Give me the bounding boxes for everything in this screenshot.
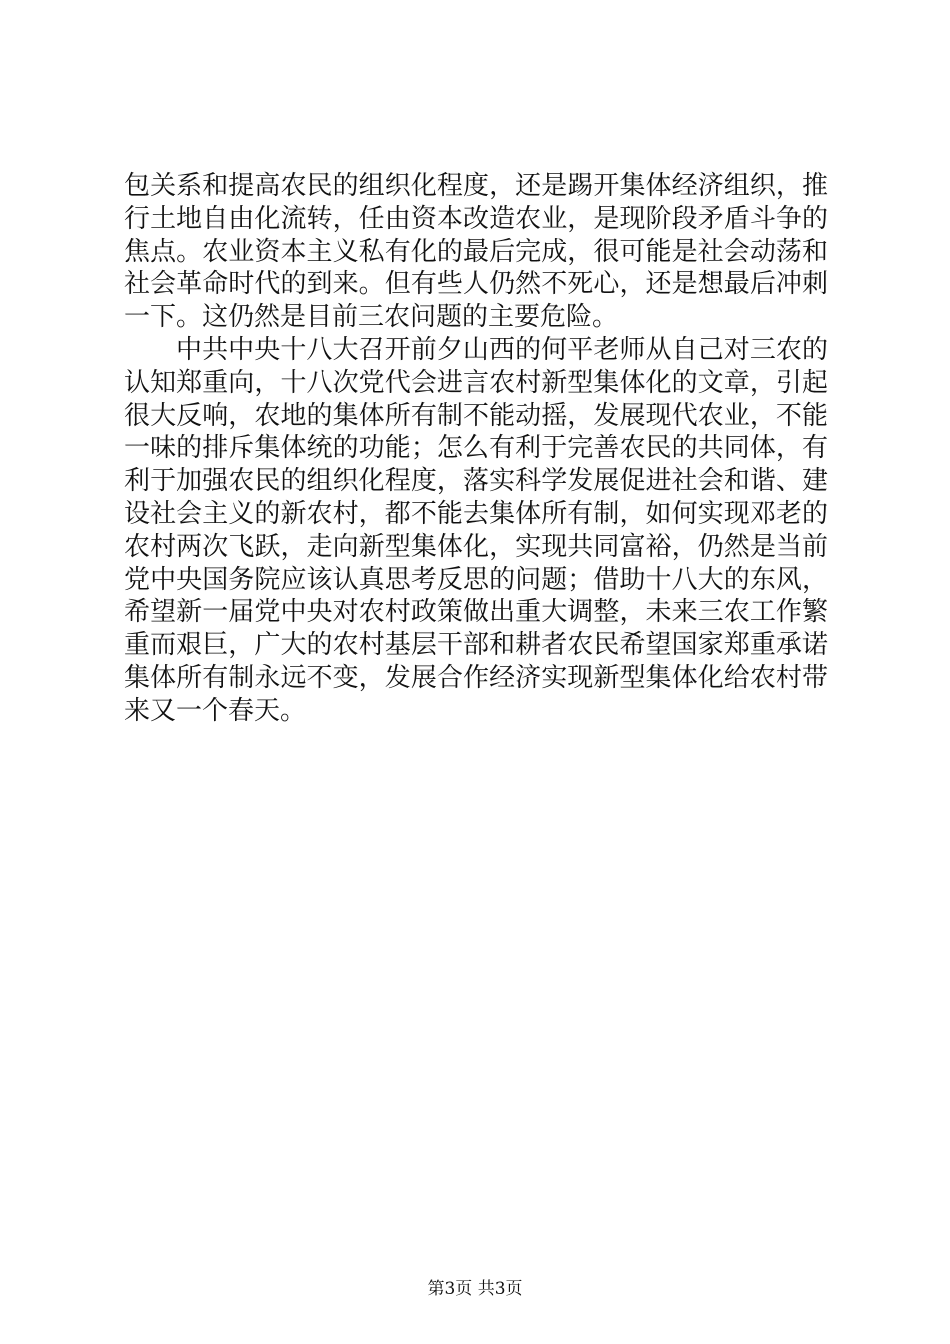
page-footer: 第3页 共3页 [427, 1279, 523, 1299]
paragraph-continued: 包关系和提高农民的组织化程度，还是踢开集体经济组织，推行土地自由化流转，任由资本改造农业，是现阶段矛盾斗争的焦点。农业资本主义私有化的最后完成，很可能是社会动荡和社会革命时代的到来。但有些人仍然不死心，还是想最后冲刺一下。这仍然是目前三农问题的主要危险。 [124, 171, 828, 333]
paragraph-main: 中共中央十八大召开前夕山西的何平老师从自己对三农的认知郑重向，十八次党代会进言农村新型集体化的文章，引起很大反响，农地的集体所有制不能动摇，发展现代农业，不能一味的排斥集体统的功能；怎么有利于完善农民的共同体，有利于加强农民的组织化程度，落实科学发展促进社会和谐、建设社会主义的新农村，都不能去集体所有制，如何实现邓老的农村两次飞跃，走向新型集体化，实现共同富裕，仍然是当前党中央国务院应该认真思考反思的问题；借助十八大的东风，希望新一届党中央对农村政策做出重大调整，未来三农工作繁重而艰巨，广大的农村基层干部和耕者农民希望国家郑重承诺集体所有制永远不变，发展合作经济实现新型集体化给农村带来又一个春天。 [124, 334, 828, 726]
document-body [124, 170, 828, 728]
